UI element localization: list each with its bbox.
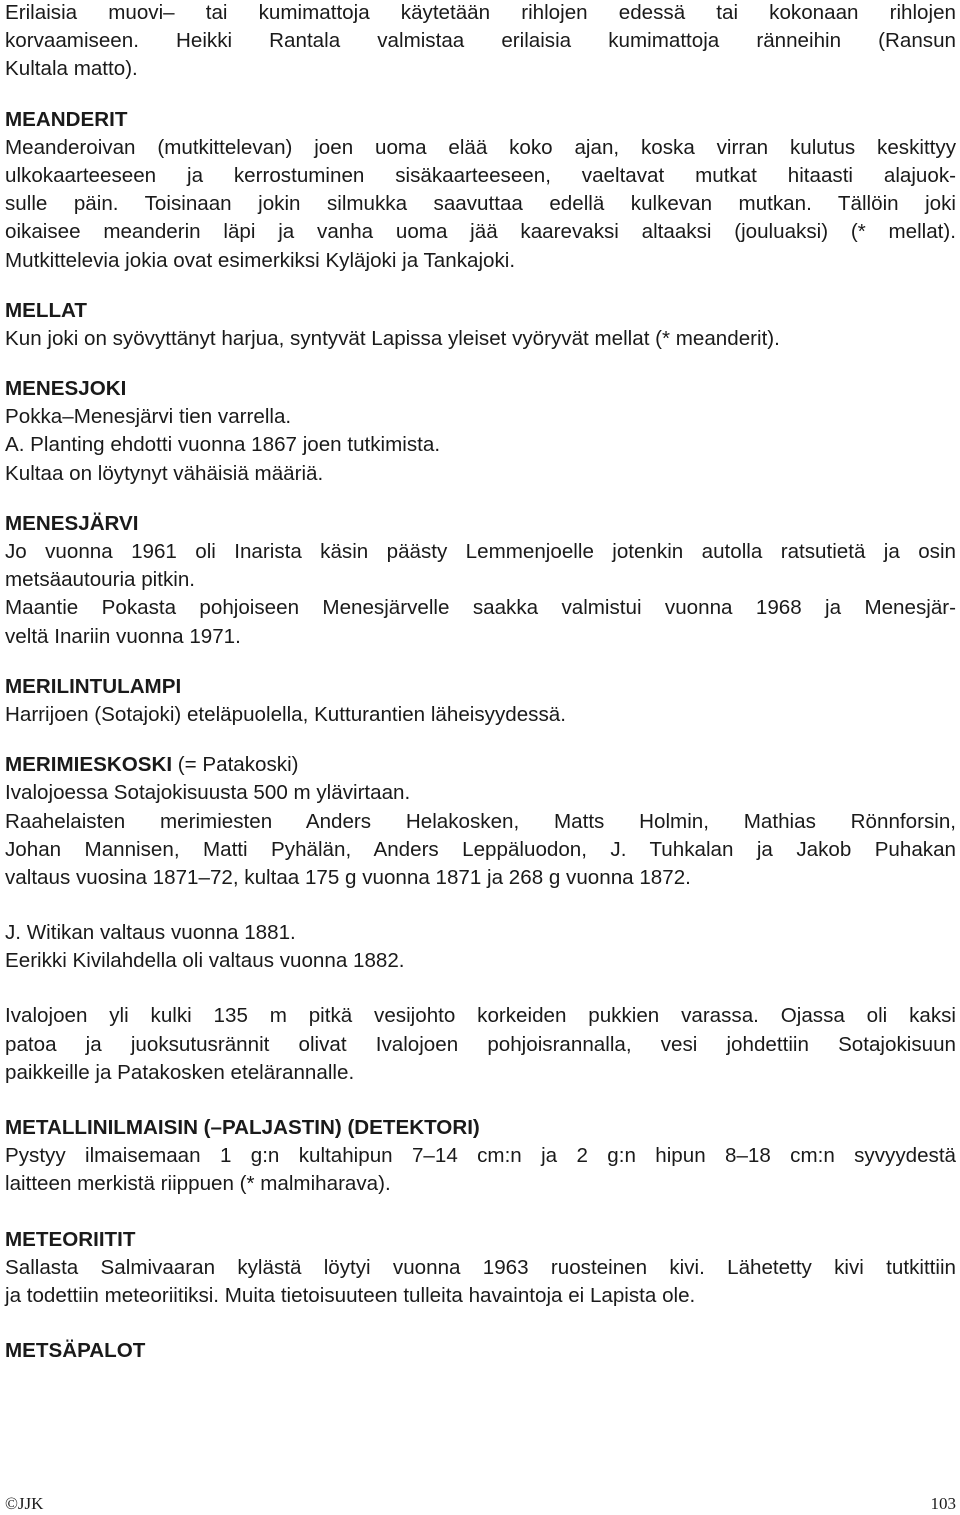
entry-meteoriitit xyxy=(5,1226,956,1311)
entry-heading: MENESJOKI xyxy=(5,377,127,401)
text-line: patoa ja juoksutusrännit olivat Ivalojoen pohjoisrannalla, vesi johdettiin Sotajokisuun xyxy=(5,1032,956,1056)
document-page xyxy=(5,0,956,1365)
text-line: Kultaa on löytynyt vähäisiä määriä. xyxy=(5,461,324,485)
text-line: Harrijoen (Sotajoki) eteläpuolella, Kutturantien läheisyydessä. xyxy=(5,702,566,726)
copyright-notice: ©JJK xyxy=(5,1494,44,1513)
text-line: valtaus vuosina 1871–72, kultaa 175 g vuonna 1871 ja 268 g vuonna 1872. xyxy=(5,865,691,889)
text-line: Erilaisia muovi– tai kumimattoja käytetään rihlojen edessä tai kokonaan rihlojen xyxy=(5,1,956,24)
entry-heading: METALLINILMAISIN (–PALJASTIN) (DETEKTORI) xyxy=(5,1116,480,1139)
text-line: veltä Inariin vuonna 1971. xyxy=(5,624,241,648)
intro-paragraph xyxy=(5,0,956,84)
entry-meanderit xyxy=(5,106,956,275)
text-line: korvaamiseen. Heikki Rantala valmistaa erilaisia kumimattoja ränneihin (Ransun xyxy=(5,29,956,53)
text-line: Pystyy ilmaisemaan 1 g:n kultahipun 7–14 cm:n ja 2 g:n hipun 8–18 cm:n syvyydestä xyxy=(5,1144,956,1168)
text-line: Mutkittelevia jokia ovat esimerkiksi Kyläjoki ja Tankajoki. xyxy=(5,248,516,272)
text-line: ja todettiin meteoriitiksi. Muita tietoisuuteen tulleita havaintoja ei Lapista ole. xyxy=(5,1283,696,1307)
entry-metsapalot xyxy=(5,1337,956,1365)
entry-heading: MENESJÄRVI xyxy=(5,511,139,535)
entry-merimieskoski xyxy=(5,751,956,892)
text-line: ulkokaarteeseen ja kerrostuminen sisäkaarteeseen, vaeltavat mutkat hitaasti alajuok- xyxy=(5,163,956,187)
entry-heading-suffix: (= Patakoski) xyxy=(172,753,299,777)
text-line: sulle päin. Toisinaan jokin silmukka saavuttaa edellä kulkevan mutkan. Tällöin joki xyxy=(5,192,956,216)
entry-heading: MERIMIESKOSKI xyxy=(5,753,173,777)
entry-heading: MEANDERIT xyxy=(5,107,128,131)
text-line: Eerikki Kivilahdella oli valtaus vuonna 1882. xyxy=(5,949,405,973)
entry-heading: METSÄPALOT xyxy=(5,1339,146,1363)
text-line: Raahelaisten merimiesten Anders Helakosken, Matts Holmin, Mathias Rönnforsin, xyxy=(5,809,956,833)
text-line: Kun joki on syövyttänyt harjua, syntyvät Lapissa yleiset vyöryvät mellat (* meanderit). xyxy=(5,326,780,350)
text-line: metsäautouria pitkin. xyxy=(5,568,196,592)
text-line: paikkeille ja Patakosken etelärannalle. xyxy=(5,1060,355,1084)
text-line: Sallasta Salmivaaran kylästä löytyi vuonna 1963 ruosteinen kivi. Lähetetty kivi tutkittiin xyxy=(5,1255,956,1279)
text-line: Ivalojoessa Sotajokisuusta 500 m ylävirtaan. xyxy=(5,781,411,805)
entry-menesjoki xyxy=(5,375,956,488)
page-number: 103 xyxy=(930,1494,956,1513)
entry-merimieskoski-claims xyxy=(5,919,956,975)
entry-merilintulampi xyxy=(5,673,956,729)
text-line: Maantie Pokasta pohjoiseen Menesjärvelle saakka valmistui vuonna 1968 ja Menesjär- xyxy=(5,596,956,620)
entry-heading: METEORIITIT xyxy=(5,1227,136,1251)
text-line: Pokka–Menesjärvi tien varrella. xyxy=(5,405,292,429)
text-line: A. Planting ehdotti vuonna 1867 joen tutkimista. xyxy=(5,433,441,457)
text-line: Johan Mannisen, Matti Pyhälän, Anders Leppäluodon, J. Tuhkalan ja Jakob Puhakan xyxy=(5,837,956,861)
entry-menesjarvi xyxy=(5,510,956,651)
text-line: Kultala matto). xyxy=(5,57,138,81)
text-line: Jo vuonna 1961 oli Inarista käsin päästy Lemmenjoelle jotenkin autolla ratsutietä ja osin xyxy=(5,540,956,563)
entry-mellat xyxy=(5,297,956,353)
text-line: oikaisee meanderin läpi ja vanha uoma jää kaarevaksi altaaksi (jouluaksi) (* mellat). xyxy=(5,220,956,244)
entry-metallinilmaisin xyxy=(5,1114,956,1199)
entry-heading: MERILINTULAMPI xyxy=(5,674,182,698)
text-line: Ivalojoen yli kulki 135 m pitkä vesijohto korkeiden pukkien varassa. Ojassa oli kaksi xyxy=(5,1004,956,1028)
text-line: J. Witikan valtaus vuonna 1881. xyxy=(5,921,296,945)
text-line: Meanderoivan (mutkittelevan) joen uoma elää koko ajan, koska virran kulutus keskittyy xyxy=(5,135,956,159)
text-line: laitteen merkistä riippuen (* malmiharava). xyxy=(5,1172,391,1196)
entry-heading: MELLAT xyxy=(5,298,87,322)
entry-merimieskoski-waterpipe xyxy=(5,1002,956,1087)
